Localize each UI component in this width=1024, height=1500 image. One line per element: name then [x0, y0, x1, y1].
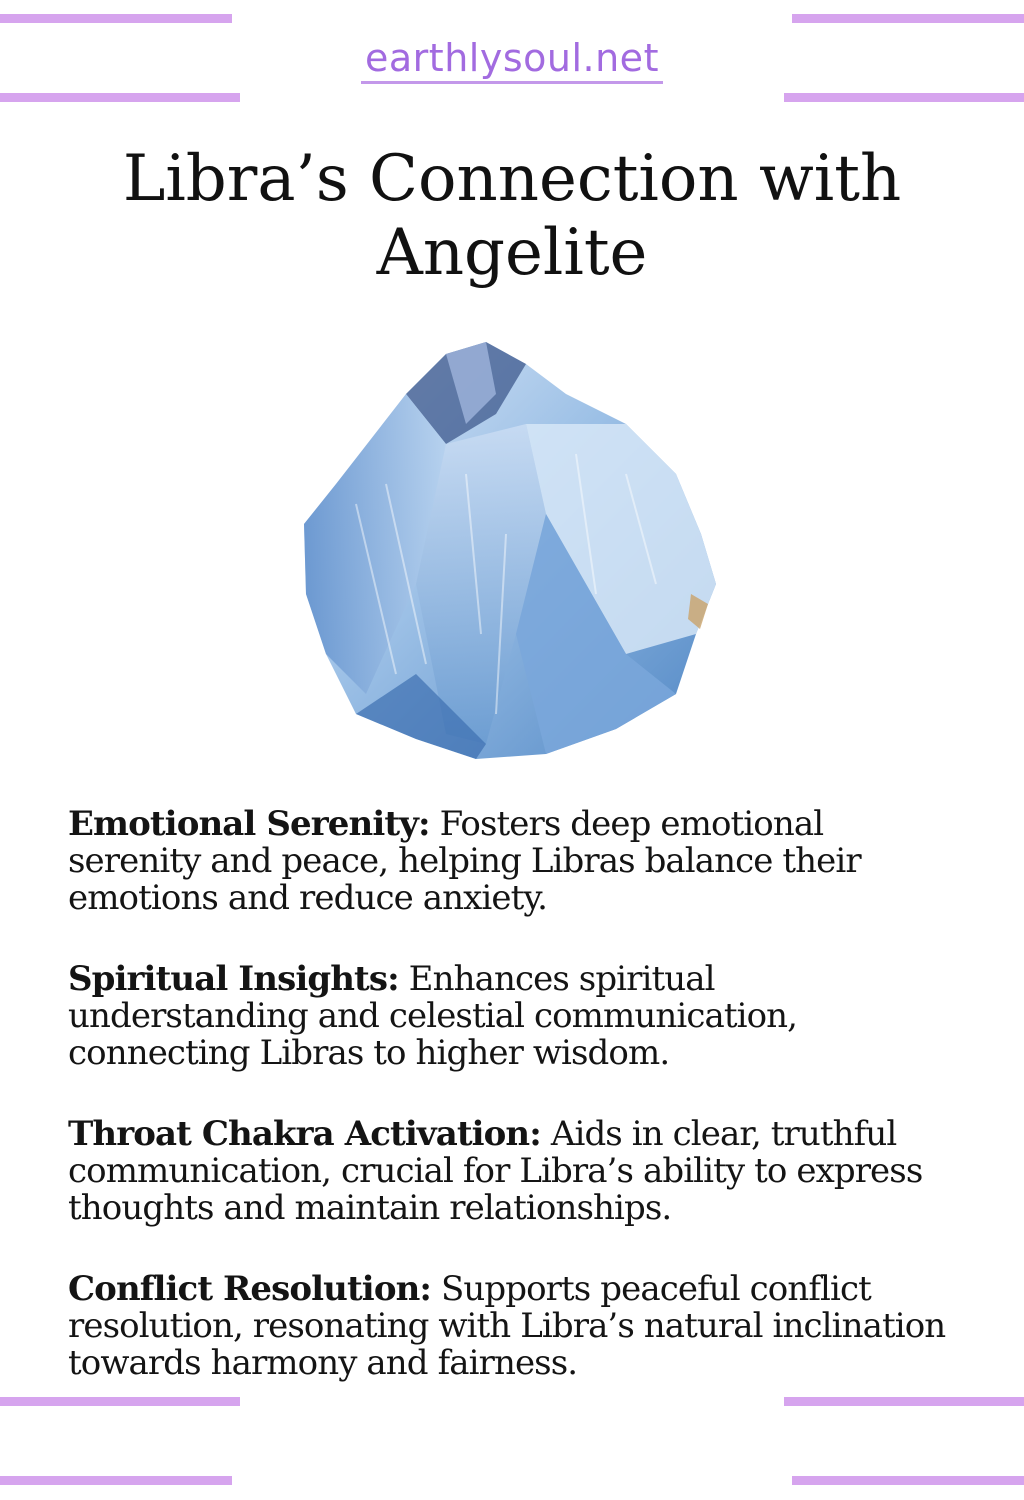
- logo-text: earthlysoul.net: [361, 36, 663, 84]
- property-item: [68, 1271, 958, 1382]
- property-text: Supports peaceful conflict resolution, resonating with Libra’s natural inclination towards harmony and fairness.: [68, 1269, 946, 1383]
- property-heading: Conflict Resolution:: [68, 1269, 432, 1309]
- properties-list: [68, 806, 958, 1426]
- property-item: [68, 806, 958, 917]
- angelite-crystal-icon: [296, 334, 722, 764]
- decorative-bar: [0, 1476, 232, 1485]
- decorative-bar: [792, 14, 1024, 23]
- property-item: [68, 961, 958, 1072]
- property-heading: Spiritual Insights:: [68, 959, 399, 999]
- property-heading: Throat Chakra Activation:: [68, 1114, 541, 1154]
- property-text: Aids in clear, truthful communication, crucial for Libra’s ability to express thoughts and maintain relationships.: [68, 1114, 923, 1228]
- decorative-bar: [0, 93, 240, 102]
- decorative-bar: [0, 14, 232, 23]
- property-text: Enhances spiritual understanding and celestial communication, connecting Libras to higher wisdom.: [68, 959, 798, 1073]
- site-logo[interactable]: [0, 36, 1024, 84]
- property-text: Fosters deep emotional serenity and peace, helping Libras balance their emotions and reduce anxiety.: [68, 804, 861, 918]
- page-title: Libra’s Connection with Angelite: [122, 142, 902, 290]
- property-item: [68, 1116, 958, 1227]
- decorative-bar: [784, 93, 1024, 102]
- decorative-bar: [792, 1476, 1024, 1485]
- property-heading: Emotional Serenity:: [68, 804, 430, 844]
